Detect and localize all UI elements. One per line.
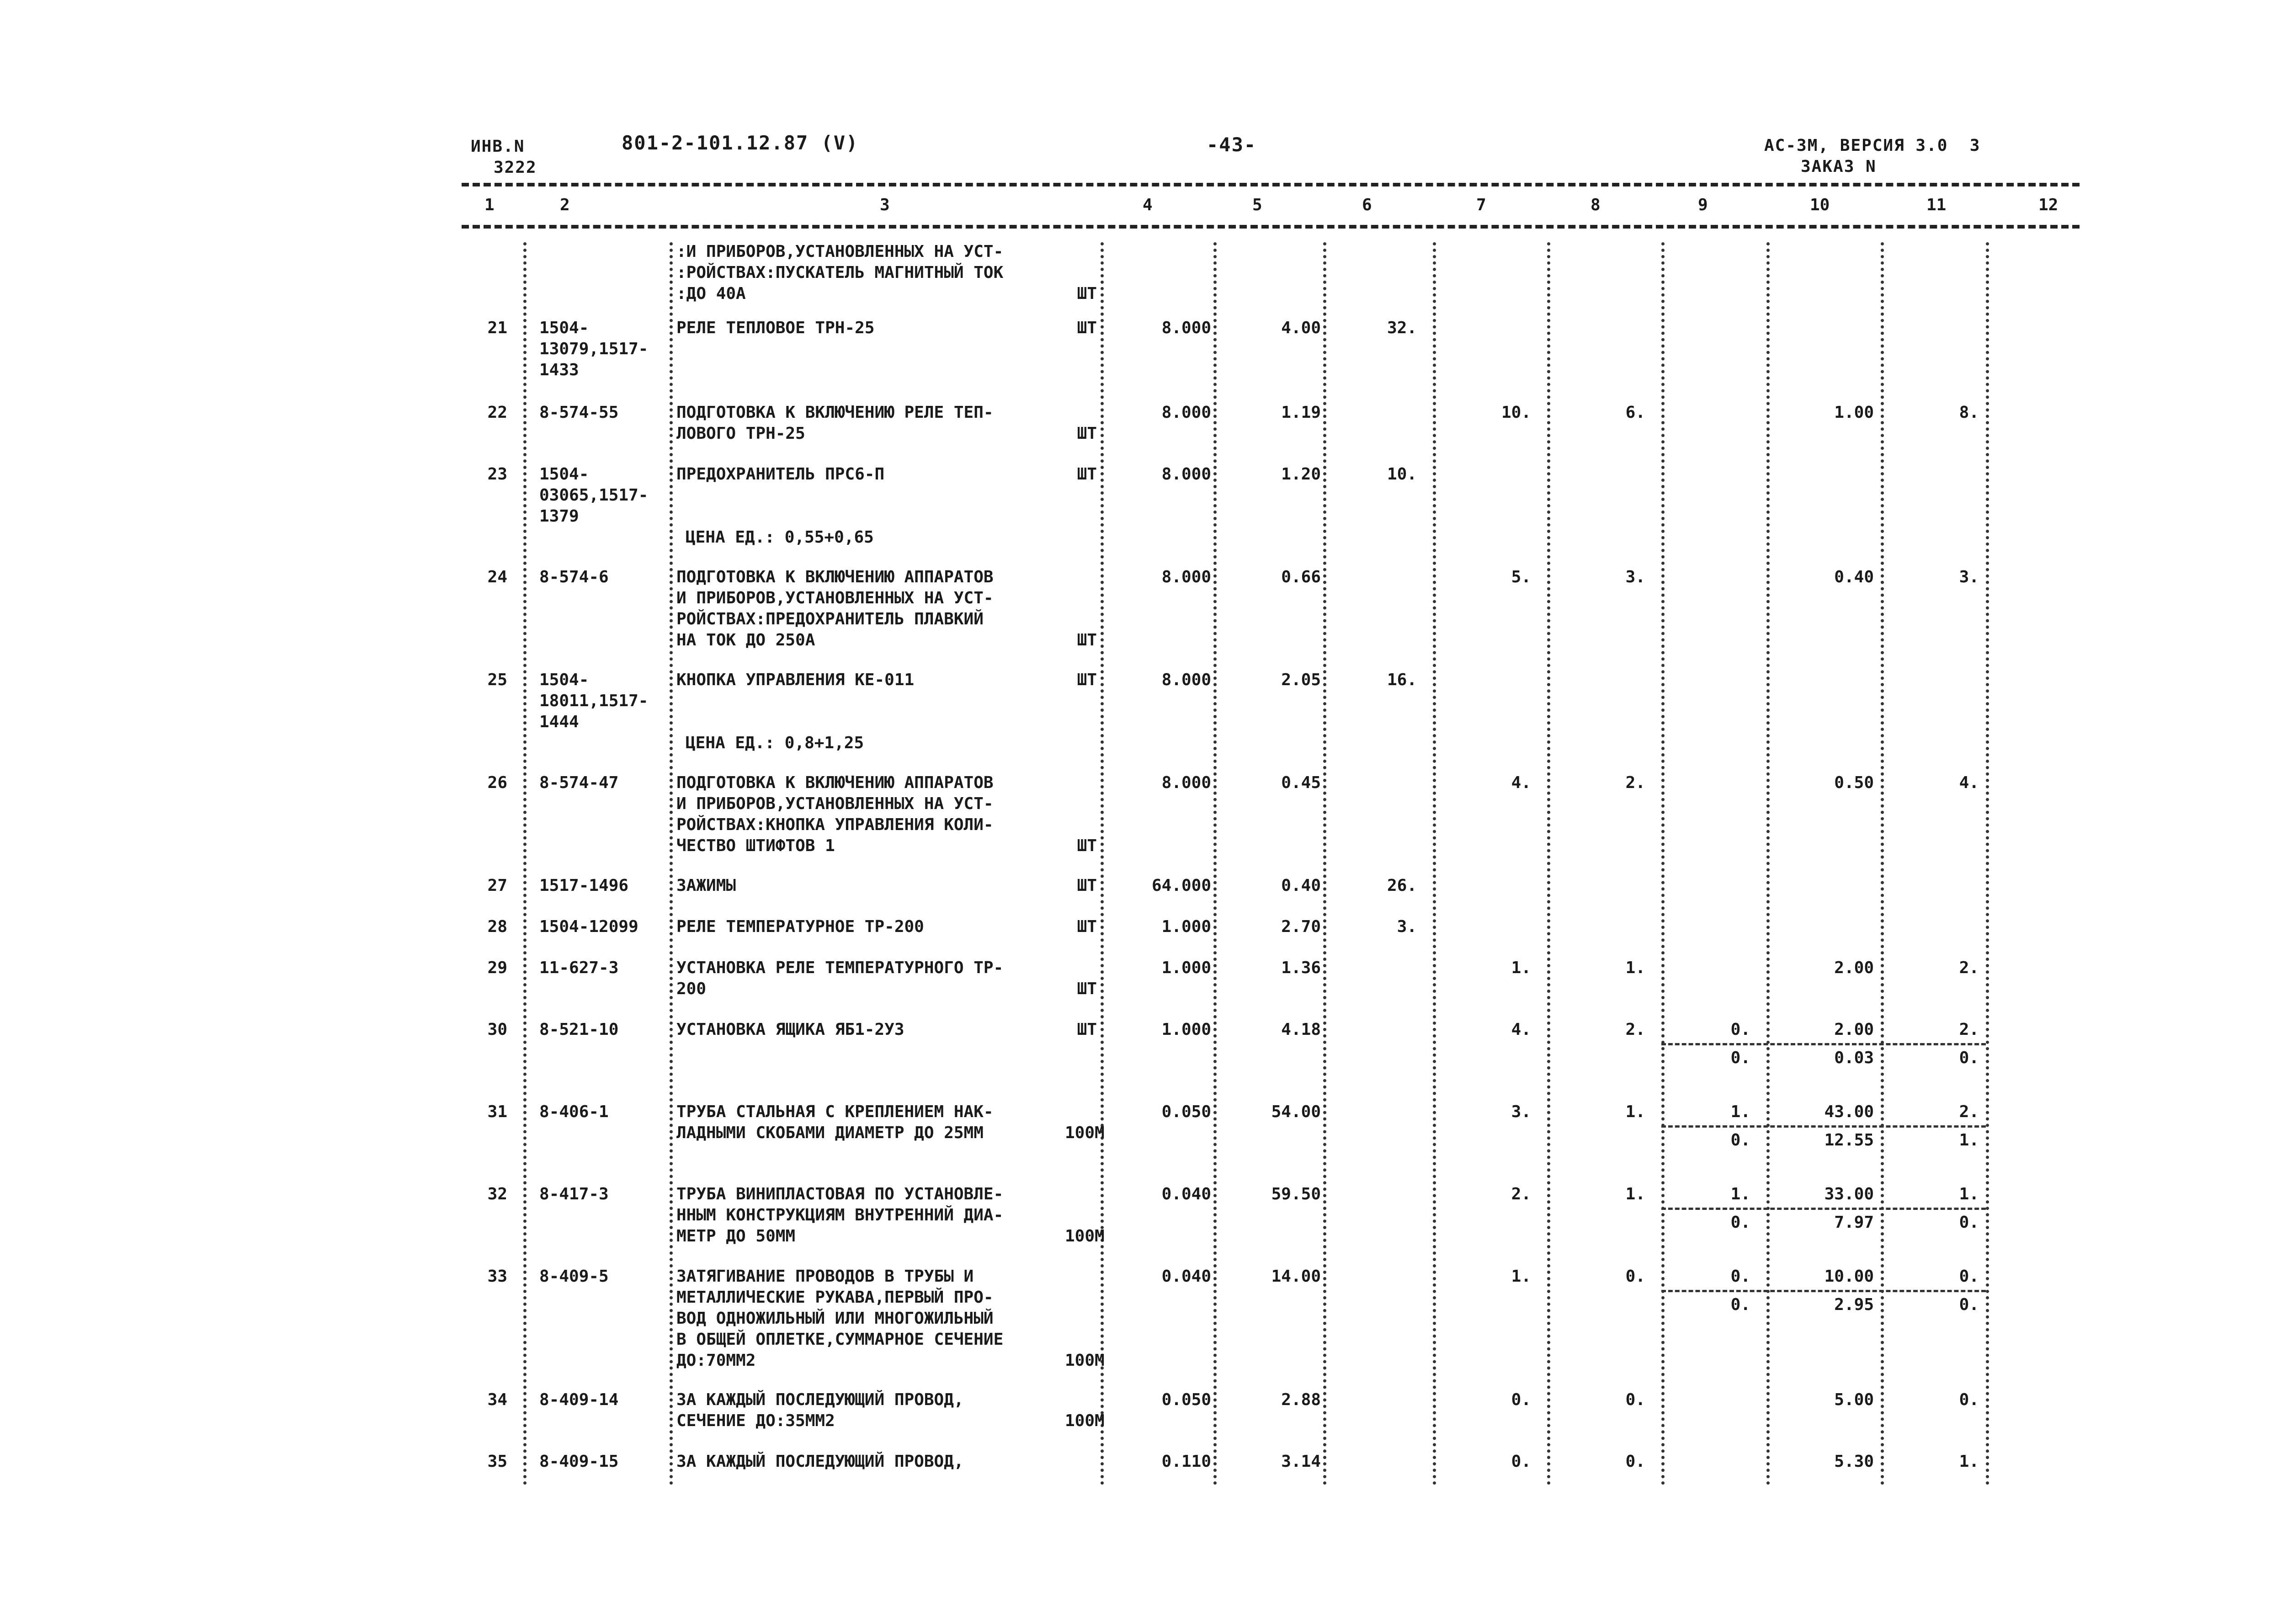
- value-c9: 1.: [1730, 1102, 1750, 1121]
- value-c7: 3.: [1511, 1102, 1531, 1121]
- item-description: ДО:70ММ2: [676, 1351, 756, 1370]
- row-number: 24: [487, 568, 507, 586]
- column-number: 10: [1810, 196, 1830, 214]
- value-c11: 8.: [1959, 403, 1979, 422]
- value-c8: 2.: [1625, 1020, 1645, 1039]
- row-number: 31: [487, 1102, 507, 1121]
- item-code: 8-409-5: [539, 1267, 609, 1286]
- value-c10: 33.00: [1824, 1185, 1874, 1203]
- item-unit: 100М: [1065, 1227, 1105, 1246]
- value-c10: 2.00: [1834, 1020, 1874, 1039]
- continuation-line: :РОЙСТВАХ:ПУСКАТЕЛЬ МАГНИТНЫЙ ТОК: [676, 263, 1004, 282]
- value-c4: 1.000: [1161, 1020, 1211, 1039]
- value-c5: 3.14: [1281, 1452, 1321, 1471]
- value-c8: 2.: [1625, 773, 1645, 792]
- value-c6: 10.: [1387, 465, 1417, 484]
- unit-price-note: ЦЕНА ЕД.: 0,55+0,65: [686, 528, 874, 547]
- item-description: ТРУБА СТАЛЬНАЯ С КРЕПЛЕНИЕМ НАК-: [676, 1102, 994, 1121]
- value-c5: 4.00: [1281, 319, 1321, 337]
- item-description: УСТАНОВКА ЯЩИКА ЯБ1-2УЗ: [676, 1020, 904, 1039]
- value-c8: 6.: [1625, 403, 1645, 422]
- value-c7: 1.: [1511, 1267, 1531, 1286]
- sub-row-divider: [1661, 1125, 1986, 1128]
- value-c4: 8.000: [1161, 568, 1211, 586]
- column-number: 8: [1590, 196, 1601, 214]
- column-number: 12: [2038, 196, 2059, 214]
- value-c4: 0.040: [1161, 1185, 1211, 1203]
- value-c8: 3.: [1625, 568, 1645, 586]
- sub-row-divider: [1661, 1290, 1986, 1292]
- sub-value-c10: 2.95: [1834, 1295, 1874, 1314]
- value-c4: 8.000: [1161, 465, 1211, 484]
- item-unit: ШТ: [1077, 424, 1097, 443]
- item-description: 200: [676, 980, 707, 998]
- program-version: АС-3М, ВЕРСИЯ 3.0 3: [1764, 136, 1981, 155]
- row-number: 25: [487, 671, 507, 689]
- item-description: РОЙСТВАХ:КНОПКА УПРАВЛЕНИЯ КОЛИ-: [676, 815, 994, 834]
- item-description: НА ТОК ДО 250А: [676, 631, 815, 650]
- sub-value-c9: 0.: [1730, 1295, 1750, 1314]
- item-description: МЕТР ДО 50ММ: [676, 1227, 796, 1246]
- value-c5: 0.45: [1281, 773, 1321, 792]
- header-rule: [462, 225, 2080, 229]
- value-c11: 0.: [1959, 1390, 1979, 1409]
- value-c4: 0.040: [1161, 1267, 1211, 1286]
- value-c10: 1.00: [1834, 403, 1874, 422]
- value-c11: 2.: [1959, 958, 1979, 977]
- value-c11: 4.: [1959, 773, 1979, 792]
- item-unit: 100М: [1065, 1351, 1105, 1370]
- row-number: 23: [487, 465, 507, 484]
- item-description: РЕЛЕ ТЕМПЕРАТУРНОЕ ТР-200: [676, 917, 924, 936]
- page-number: -43-: [1207, 133, 1257, 156]
- item-description: ЗА КАЖДЫЙ ПОСЛЕДУЮЩИЙ ПРОВОД,: [676, 1390, 964, 1409]
- value-c7: 0.: [1511, 1452, 1531, 1471]
- sub-value-c10: 12.55: [1824, 1131, 1874, 1150]
- item-code: 18011,1517-: [539, 692, 649, 710]
- value-c4: 0.050: [1161, 1390, 1211, 1409]
- sub-value-c9: 0.: [1730, 1213, 1750, 1232]
- row-number: 33: [487, 1267, 507, 1286]
- value-c6: 3.: [1397, 917, 1417, 936]
- item-unit: ШТ: [1077, 465, 1097, 484]
- item-description: ЗАТЯГИВАНИЕ ПРОВОДОВ В ТРУБЫ И: [676, 1267, 974, 1286]
- column-separator: [1213, 242, 1217, 1486]
- item-description: ЗА КАЖДЫЙ ПОСЛЕДУЮЩИЙ ПРОВОД,: [676, 1452, 964, 1471]
- item-description: ЗАЖИМЫ: [676, 876, 736, 895]
- value-c5: 54.00: [1271, 1102, 1321, 1121]
- column-separator: [1986, 242, 1989, 1486]
- item-unit: ШТ: [1077, 836, 1097, 855]
- value-c4: 0.110: [1161, 1452, 1211, 1471]
- sub-value-c9: 0.: [1730, 1131, 1750, 1150]
- value-c10: 0.50: [1834, 773, 1874, 792]
- value-c11: 1.: [1959, 1185, 1979, 1203]
- value-c10: 0.40: [1834, 568, 1874, 586]
- sub-value-c11: 0.: [1959, 1213, 1979, 1232]
- value-c5: 0.66: [1281, 568, 1321, 586]
- item-unit: ШТ: [1077, 671, 1097, 689]
- item-code: 1444: [539, 713, 579, 731]
- item-unit: ШТ: [1077, 1020, 1097, 1039]
- item-description: И ПРИБОРОВ,УСТАНОВЛЕННЫХ НА УСТ-: [676, 589, 994, 607]
- column-separator: [1101, 242, 1104, 1486]
- item-description: ННЫМ КОНСТРУКЦИЯМ ВНУТРЕННИЙ ДИА-: [676, 1206, 1004, 1225]
- inventory-label: ИНВ.N: [471, 137, 525, 156]
- column-separator: [1766, 242, 1770, 1486]
- column-header-row: [462, 196, 2080, 218]
- item-code: 13079,1517-: [539, 340, 649, 358]
- value-c8: 0.: [1625, 1452, 1645, 1471]
- continuation-line: :И ПРИБОРОВ,УСТАНОВЛЕННЫХ НА УСТ-: [676, 242, 1004, 261]
- column-separator: [1433, 242, 1436, 1486]
- value-c8: 1.: [1625, 958, 1645, 977]
- item-unit: 100М: [1065, 1123, 1105, 1142]
- value-c5: 1.19: [1281, 403, 1321, 422]
- value-c7: 1.: [1511, 958, 1531, 977]
- value-c10: 5.00: [1834, 1390, 1874, 1409]
- row-number: 26: [487, 773, 507, 792]
- value-c4: 8.000: [1161, 773, 1211, 792]
- value-c7: 4.: [1511, 773, 1531, 792]
- item-code: 1504-: [539, 465, 589, 484]
- item-code: 8-409-15: [539, 1452, 619, 1471]
- row-number: 32: [487, 1185, 507, 1203]
- column-number: 1: [484, 196, 495, 214]
- item-description: ПОДГОТОВКА К ВКЛЮЧЕНИЮ РЕЛЕ ТЕП-: [676, 403, 994, 422]
- column-number: 4: [1143, 196, 1153, 214]
- item-code: 8-574-47: [539, 773, 619, 792]
- value-c4: 8.000: [1161, 671, 1211, 689]
- item-code: 1504-: [539, 671, 589, 689]
- value-c7: 0.: [1511, 1390, 1531, 1409]
- value-c4: 1.000: [1161, 917, 1211, 936]
- column-separator: [1661, 242, 1665, 1486]
- value-c9: 1.: [1730, 1185, 1750, 1203]
- value-c4: 64.000: [1151, 876, 1211, 895]
- sub-row-divider: [1661, 1208, 1986, 1210]
- item-code: 1517-1496: [539, 876, 629, 895]
- value-c8: 1.: [1625, 1185, 1645, 1203]
- row-number: 27: [487, 876, 507, 895]
- sub-value-c11: 1.: [1959, 1131, 1979, 1150]
- value-c8: 0.: [1625, 1267, 1645, 1286]
- item-unit: 100М: [1065, 1411, 1105, 1430]
- column-number: 6: [1362, 196, 1372, 214]
- value-c4: 0.050: [1161, 1102, 1211, 1121]
- value-c11: 0.: [1959, 1267, 1979, 1286]
- value-c8: 0.: [1625, 1390, 1645, 1409]
- item-unit: ШТ: [1077, 319, 1097, 337]
- item-unit: ШТ: [1077, 876, 1097, 895]
- column-number: 11: [1926, 196, 1947, 214]
- item-code: 1433: [539, 361, 579, 379]
- row-number: 28: [487, 917, 507, 936]
- value-c7: 4.: [1511, 1020, 1531, 1039]
- value-c11: 1.: [1959, 1452, 1979, 1471]
- item-unit: ШТ: [1077, 631, 1097, 650]
- column-number: 2: [560, 196, 570, 214]
- value-c11: 3.: [1959, 568, 1979, 586]
- item-code: 8-574-55: [539, 403, 619, 422]
- item-code: 8-574-6: [539, 568, 609, 586]
- value-c4: 8.000: [1161, 403, 1211, 422]
- sub-value-c11: 0.: [1959, 1295, 1979, 1314]
- column-separator: [1547, 242, 1550, 1486]
- item-code: 8-406-1: [539, 1102, 609, 1121]
- item-description: ЛАДНЫМИ СКОБАМИ ДИАМЕТР ДО 25ММ: [676, 1123, 984, 1142]
- value-c10: 43.00: [1824, 1102, 1874, 1121]
- item-code: 1504-12099: [539, 917, 638, 936]
- value-c7: 2.: [1511, 1185, 1531, 1203]
- value-c5: 0.40: [1281, 876, 1321, 895]
- item-description: ЧЕСТВО ШТИФТОВ 1: [676, 836, 835, 855]
- value-c4: 1.000: [1161, 958, 1211, 977]
- item-code: 03065,1517-: [539, 486, 649, 505]
- item-code: 8-521-10: [539, 1020, 619, 1039]
- continuation-line: :ДО 40А: [676, 284, 746, 303]
- item-description: ТРУБА ВИНИПЛАСТОВАЯ ПО УСТАНОВЛЕ-: [676, 1185, 1004, 1203]
- item-code: 8-417-3: [539, 1185, 609, 1203]
- column-number: 3: [880, 196, 890, 214]
- value-c6: 16.: [1387, 671, 1417, 689]
- value-c11: 2.: [1959, 1020, 1979, 1039]
- item-description: ПОДГОТОВКА К ВКЛЮЧЕНИЮ АППАРАТОВ: [676, 773, 994, 792]
- row-number: 34: [487, 1390, 507, 1409]
- value-c9: 0.: [1730, 1267, 1750, 1286]
- column-number: 5: [1252, 196, 1262, 214]
- row-number: 29: [487, 958, 507, 977]
- continuation-unit: ШТ: [1077, 284, 1097, 303]
- item-description: УСТАНОВКА РЕЛЕ ТЕМПЕРАТУРНОГО ТР-: [676, 958, 1004, 977]
- item-description: ПОДГОТОВКА К ВКЛЮЧЕНИЮ АППАРАТОВ: [676, 568, 994, 586]
- value-c6: 32.: [1387, 319, 1417, 337]
- item-description: СЕЧЕНИЕ ДО:35ММ2: [676, 1411, 835, 1430]
- sub-value-c10: 0.03: [1834, 1049, 1874, 1067]
- value-c11: 2.: [1959, 1102, 1979, 1121]
- row-number: 21: [487, 319, 507, 337]
- item-unit: ШТ: [1077, 980, 1097, 998]
- sub-row-divider: [1661, 1043, 1986, 1045]
- item-code: 11-627-3: [539, 958, 619, 977]
- row-number: 30: [487, 1020, 507, 1039]
- item-description: МЕТАЛЛИЧЕСКИЕ РУКАВА,ПЕРВЫЙ ПРО-: [676, 1288, 994, 1307]
- value-c5: 2.70: [1281, 917, 1321, 936]
- value-c7: 5.: [1511, 568, 1531, 586]
- value-c5: 2.88: [1281, 1390, 1321, 1409]
- value-c10: 2.00: [1834, 958, 1874, 977]
- value-c5: 59.50: [1271, 1185, 1321, 1203]
- row-number: 35: [487, 1452, 507, 1471]
- value-c5: 4.18: [1281, 1020, 1321, 1039]
- value-c10: 5.30: [1834, 1452, 1874, 1471]
- value-c6: 26.: [1387, 876, 1417, 895]
- order-label: ЗАКАЗ N: [1801, 157, 1877, 176]
- item-description: РЕЛЕ ТЕПЛОВОЕ ТРН-25: [676, 319, 875, 337]
- unit-price-note: ЦЕНА ЕД.: 0,8+1,25: [686, 734, 864, 752]
- document-code: 801-2-101.12.87 (V): [622, 132, 859, 154]
- column-separator: [1881, 242, 1884, 1486]
- sub-value-c9: 0.: [1730, 1049, 1750, 1067]
- item-description: ПРЕДОХРАНИТЕЛЬ ПРС6-П: [676, 465, 885, 484]
- item-unit: ШТ: [1077, 917, 1097, 936]
- item-description: РОЙСТВАХ:ПРЕДОХРАНИТЕЛЬ ПЛАВКИЙ: [676, 610, 984, 628]
- column-separator: [670, 242, 673, 1486]
- top-rule: [462, 183, 2080, 186]
- item-description: ВОД ОДНОЖИЛЬНЫЙ ИЛИ МНОГОЖИЛЬНЫЙ: [676, 1309, 994, 1328]
- value-c8: 1.: [1625, 1102, 1645, 1121]
- item-description: КНОПКА УПРАВЛЕНИЯ КЕ-011: [676, 671, 915, 689]
- value-c10: 10.00: [1824, 1267, 1874, 1286]
- column-number: 9: [1698, 196, 1708, 214]
- item-code: 8-409-14: [539, 1390, 619, 1409]
- column-separator: [1323, 242, 1326, 1486]
- value-c5: 14.00: [1271, 1267, 1321, 1286]
- value-c4: 8.000: [1161, 319, 1211, 337]
- sub-value-c10: 7.97: [1834, 1213, 1874, 1232]
- item-description: ЛОВОГО ТРН-25: [676, 424, 805, 443]
- item-code: 1504-: [539, 319, 589, 337]
- column-number: 7: [1476, 196, 1486, 214]
- sub-value-c11: 0.: [1959, 1049, 1979, 1067]
- item-description: И ПРИБОРОВ,УСТАНОВЛЕННЫХ НА УСТ-: [676, 794, 994, 813]
- item-description: В ОБЩЕЙ ОПЛЕТКЕ,СУММАРНОЕ СЕЧЕНИЕ: [676, 1330, 1004, 1349]
- inventory-number: 3222: [494, 158, 537, 177]
- column-separator: [523, 242, 527, 1486]
- item-code: 1379: [539, 507, 579, 526]
- row-number: 22: [487, 403, 507, 422]
- value-c7: 10.: [1501, 403, 1531, 422]
- value-c5: 1.20: [1281, 465, 1321, 484]
- value-c9: 0.: [1730, 1020, 1750, 1039]
- value-c5: 2.05: [1281, 671, 1321, 689]
- value-c5: 1.36: [1281, 958, 1321, 977]
